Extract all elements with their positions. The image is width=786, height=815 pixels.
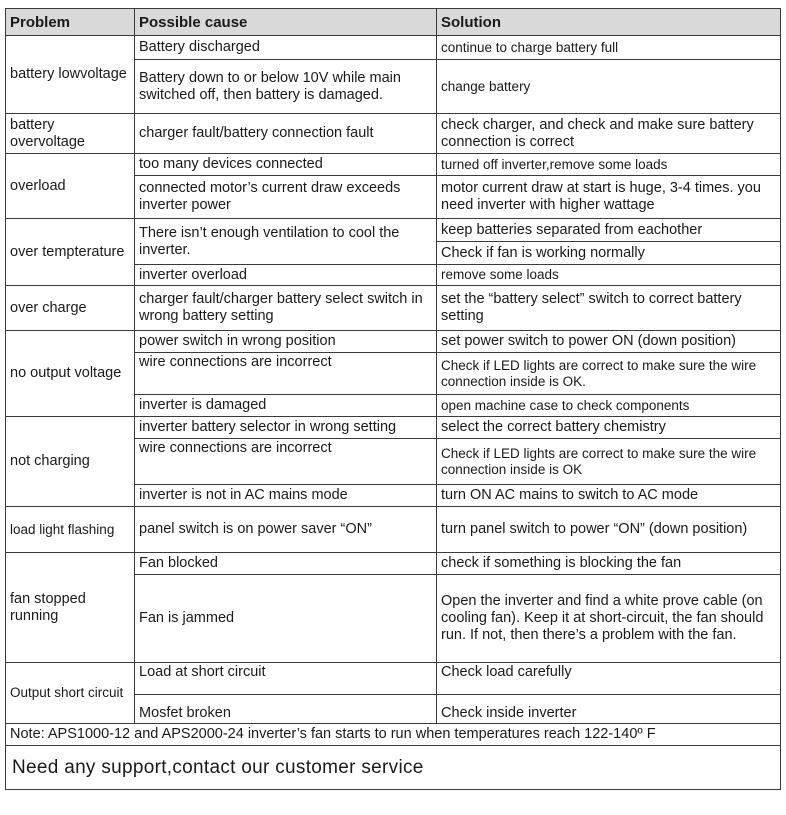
solution-cell: change battery xyxy=(437,60,781,114)
solution-cell: set power switch to power ON (down position) xyxy=(437,331,781,353)
cause-cell: wire connections are incorrect xyxy=(135,353,437,395)
cause-cell: power switch in wrong position xyxy=(135,331,437,353)
solution-cell: open machine case to check components xyxy=(437,395,781,417)
solution-cell: Check if fan is working normally xyxy=(437,242,781,265)
problem-cell: fan stopped running xyxy=(6,553,135,663)
cause-cell: Fan is jammed xyxy=(135,575,437,663)
cause-cell: Battery discharged xyxy=(135,36,437,60)
cause-cell: connected motor’s current draw exceeds inverter power xyxy=(135,176,437,219)
cause-cell: Mosfet broken xyxy=(135,695,437,724)
solution-cell: Check if LED lights are correct to make sure the wire connection inside is OK xyxy=(437,439,781,485)
fan-temperature-note: Note: APS1000-12 and APS2000-24 inverter’s fan starts to run when temperatures reach 122-140º F xyxy=(6,724,781,746)
table-row xyxy=(6,417,781,439)
problem-cell: Output short circuit xyxy=(6,663,135,724)
cause-cell: There isn’t enough ventilation to cool the inverter. xyxy=(135,219,437,265)
problem-cell: no output voltage xyxy=(6,331,135,417)
table-row xyxy=(6,553,781,575)
solution-cell: turn panel switch to power “ON” (down position) xyxy=(437,507,781,553)
solution-cell: Check inside inverter xyxy=(437,695,781,724)
solution-cell: check charger, and check and make sure battery connection is correct xyxy=(437,114,781,154)
solution-cell: continue to charge battery full xyxy=(437,36,781,60)
cause-cell: Load at short circuit xyxy=(135,663,437,695)
header-problem: Problem xyxy=(6,9,135,36)
solution-cell: set the “battery select” switch to correct battery setting xyxy=(437,286,781,331)
table-row xyxy=(6,331,781,353)
cause-cell: Battery down to or below 10V while main switched off, then battery is damaged. xyxy=(135,60,437,114)
solution-cell: turn ON AC mains to switch to AC mode xyxy=(437,485,781,507)
problem-cell: not charging xyxy=(6,417,135,507)
support-row xyxy=(6,746,781,790)
cause-cell: charger fault/charger battery select switch in wrong battery setting xyxy=(135,286,437,331)
problem-cell: load light flashing xyxy=(6,507,135,553)
table-row xyxy=(6,507,781,553)
troubleshooting-table xyxy=(5,8,781,790)
problem-cell: over tempterature xyxy=(6,219,135,286)
table-row xyxy=(6,114,781,154)
cause-cell: inverter is not in AC mains mode xyxy=(135,485,437,507)
cause-cell: too many devices connected xyxy=(135,154,437,176)
solution-cell: remove some loads xyxy=(437,265,781,286)
table-row xyxy=(6,154,781,176)
solution-cell: Check load carefully xyxy=(437,663,781,695)
solution-cell: keep batteries separated from eachother xyxy=(437,219,781,242)
table-row xyxy=(6,36,781,60)
problem-cell: battery lowvoltage xyxy=(6,36,135,114)
cause-cell: inverter is damaged xyxy=(135,395,437,417)
cause-cell: inverter overload xyxy=(135,265,437,286)
solution-cell: motor current draw at start is huge, 3-4 times. you need inverter with higher wattage xyxy=(437,176,781,219)
header-solution: Solution xyxy=(437,9,781,36)
solution-cell: select the correct battery chemistry xyxy=(437,417,781,439)
cause-cell: inverter battery selector in wrong setting xyxy=(135,417,437,439)
cause-cell: Fan blocked xyxy=(135,553,437,575)
table-row xyxy=(6,286,781,331)
cause-cell: wire connections are incorrect xyxy=(135,439,437,485)
cause-cell: charger fault/battery connection fault xyxy=(135,114,437,154)
solution-cell: Check if LED lights are correct to make sure the wire connection inside is OK. xyxy=(437,353,781,395)
problem-cell: over charge xyxy=(6,286,135,331)
solution-cell: Open the inverter and find a white prove cable (on cooling fan). Keep it at short-circuit, the fan should run. If not, then there’s a problem with the fan. xyxy=(437,575,781,663)
table-row xyxy=(6,663,781,695)
header-possible-cause: Possible cause xyxy=(135,9,437,36)
customer-service-notice: Need any support,contact our customer service xyxy=(6,746,781,790)
solution-cell: turned off inverter,remove some loads xyxy=(437,154,781,176)
cause-cell: panel switch is on power saver “ON” xyxy=(135,507,437,553)
solution-cell: check if something is blocking the fan xyxy=(437,553,781,575)
problem-cell: battery overvoltage xyxy=(6,114,135,154)
note-row xyxy=(6,724,781,746)
problem-cell: overload xyxy=(6,154,135,219)
table-row xyxy=(6,219,781,242)
